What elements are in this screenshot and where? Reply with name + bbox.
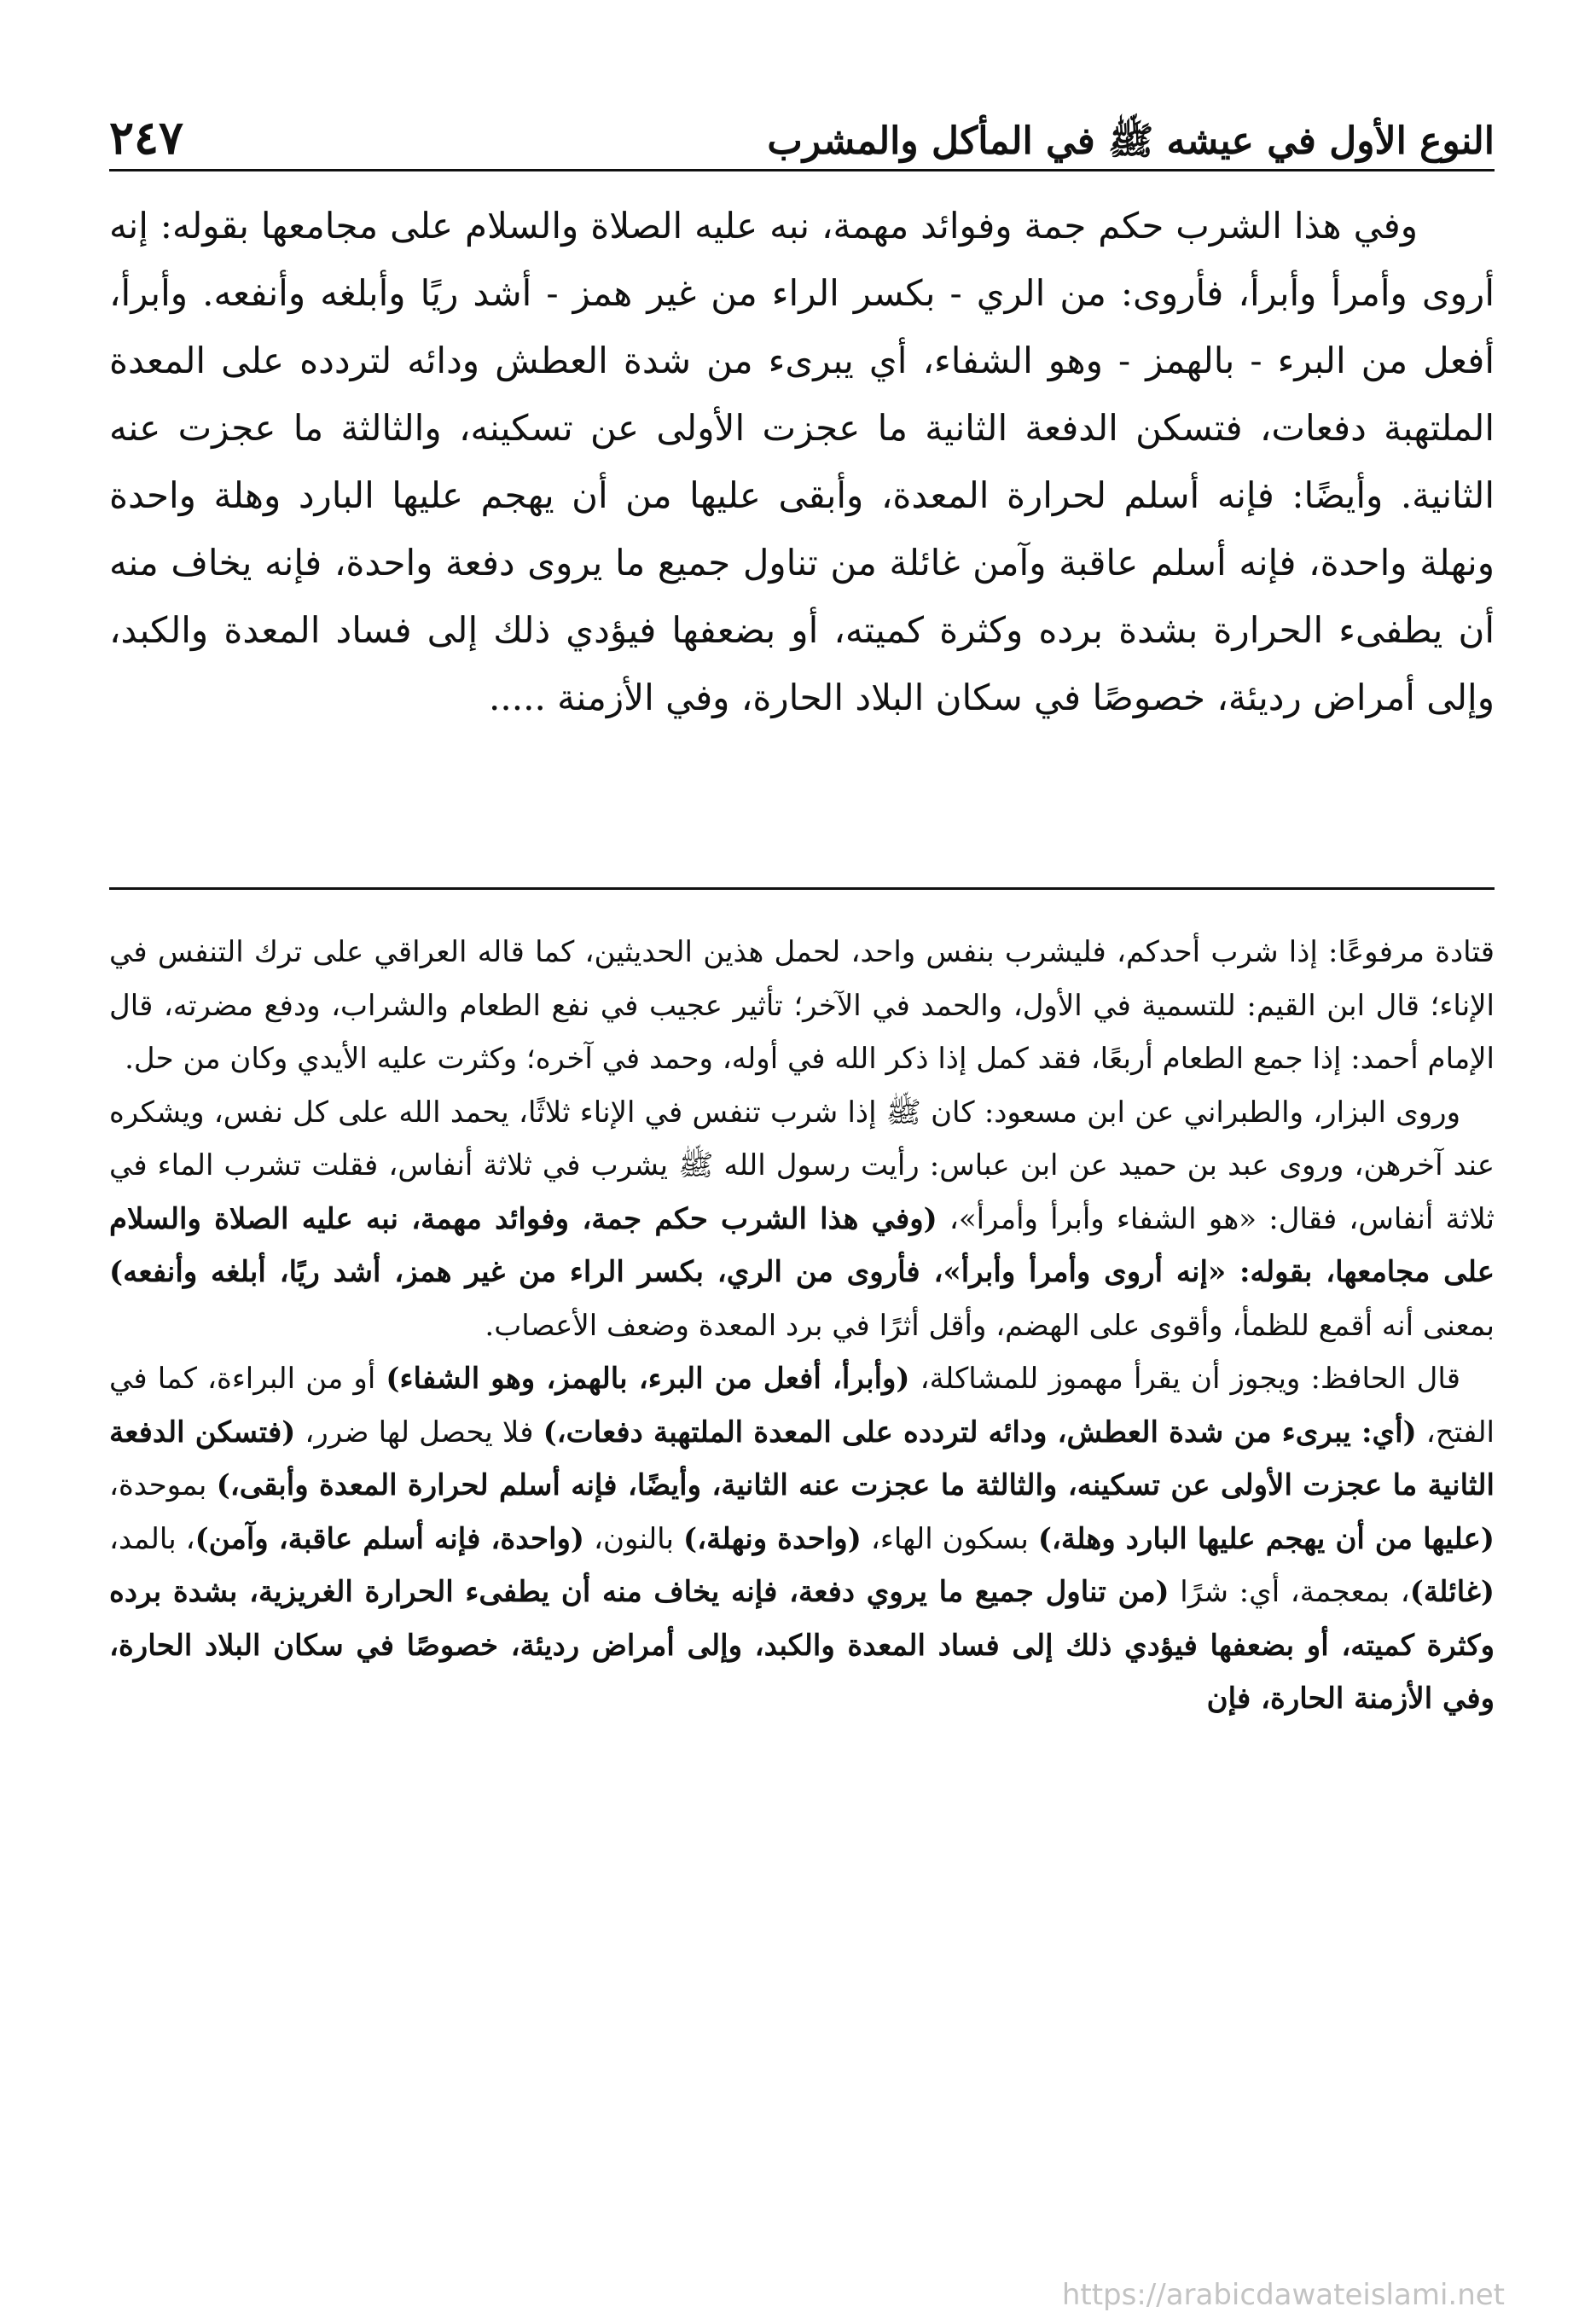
quoted-main-text: (غائلة) [1409,1575,1495,1609]
commentary-text: ، بمعجمة، أي: شرًا [1169,1575,1410,1609]
commentary [109,926,1495,1726]
commentary-text: وروى البزار، والطبراني عن ابن مسعود: كان ﷺ إذا شرب تنفس في الإناء ثلاثًا، يحمد الله على كل نفس، ويشكره عند آخرهن، وروى عبد بن حميد عن ابن عباس: رأيت رسول الله ﷺ يشرب في ثلاثة أنفاس، فقلت تشرب الماء في ثلاثة أنفاس، فقال: «هو الشفاء وأبرأ وأمرأ»، [109,1095,1495,1236]
commentary-paragraph-2 [109,1086,1495,1353]
main-paragraph: وفي هذا الشرب حكم جمة وفوائد مهمة، نبه عليه الصلاة والسلام على مجامعها بقوله: إنه أروى وأمرأ وأبرأ، فأروى: من الري - بكسر الراء من غير همز - أشد ريًا وأبلغه وأنفعه. وأبرأ، أفعل من البرء - بالهمز - وهو الشفاء، أي يبرىء من شدة العطش ودائه لتردده على المعدة الملتهبة دفعات، فتسكن الدفعة الثانية ما عجزت الأولى عن تسكينه، والثالثة ما عجزت عنه الثانية. وأيضًا: فإنه أسلم لحرارة المعدة، وأبقى عليها من أن يهجم عليها البارد وهلة واحدة ونهلة واحدة، فإنه أسلم عاقبة وآمن غائلة من تناول جميع ما يروى دفعة واحدة، فإنه يخاف منه أن يطفىء الحرارة بشدة برده وكثرة كميته، أو بضعفها فيؤدي ذلك إلى فساد المعدة والكبد، وإلى أمراض رديئة، خصوصًا في سكان البلاد الحارة، وفي الأزمنة ..... [109,205,1495,718]
commentary-text: بسكون الهاء، [861,1521,1038,1556]
quoted-main-text: (واحدة ونهلة،) [683,1521,862,1556]
text-separator [109,887,1495,890]
commentary-text: أو من البراءة، كما في الفتح، [109,1362,1495,1450]
page-header [109,78,1495,165]
commentary-text: فلا يحصل لها ضرر، [295,1415,543,1450]
commentary-text: قال الحافظ: ويجوز أن يقرأ مهموز للمشاكلة، [909,1362,1460,1396]
quoted-main-text: (أي: يبرىء من شدة العطش، ودائه لتردده على المعدة الملتهبة دفعات،) [543,1415,1417,1450]
quoted-main-text: (واحدة، فإنه أسلم عاقبة، وآمن) [194,1521,585,1556]
quoted-main-text: (وفي هذا الشرب حكم جمة، وفوائد مهمة، نبه عليه الصلاة والسلام على مجامعها، بقوله: «إنه أروى وأمرأ وأبرأ»، فأروى من الري، بكسر الراء من غير همز، أشد ريًا، أبلغه وأنفعه) [109,1201,1495,1289]
commentary-text: بمعنى أنه أقمع للظمأ، وأقوى على الهضم، وأقل أثرًا في برد المعدة وضعف الأعصاب. [485,1308,1495,1343]
commentary-paragraph-3 [109,1352,1495,1726]
site-watermark: https://arabicdawateislami.net [1061,2278,1505,2312]
main-text [109,192,1495,731]
commentary-text: ، بالمد، [109,1521,195,1556]
commentary-text: بالنون، [584,1521,684,1556]
header-rule [109,169,1495,171]
commentary-paragraph-1: قتادة مرفوعًا: إذا شرب أحدكم، فليشرب بنفس واحد، لحمل هذين الحديثين، كما قاله العراقي على ترك التنفس في الإناء؛ قال ابن القيم: للتسمية في الأول، والحمد في الآخر؛ تأثير عجيب في نفع الطعام والشراب، ودفع مضرته، قال الإمام أحمد: إذا جمع الطعام أربعًا، فقد كمل إذا ذكر الله في أوله، وحمد في آخره؛ وكثرت عليه الأيدي وكان من حل. [109,935,1495,1076]
running-title: النوع الأول في عيشه ﷺ في المأكل والمشرب [767,119,1495,163]
quoted-main-text: (عليها من أن يهجم عليها البارد وهلة،) [1037,1521,1495,1556]
quoted-main-text: (وأبرأ، أفعل من البرء، بالهمز، وهو الشفاء) [386,1362,910,1396]
commentary-text: بموحدة، [109,1468,217,1502]
page-number: ٢٤٧ [109,110,184,165]
quoted-main-text: (فتسكن الدفعة الثانية ما عجزت الأولى عن تسكينه، والثالثة ما عجزت عنه الثانية، وأيضًا، فإنه أسلم لحرارة المعدة وأبقى،) [109,1415,1495,1502]
quoted-main-text: (من تناول جميع ما يروي دفعة، فإنه يخاف منه أن يطفىء الحرارة الغريزية، بشدة برده وكثرة كميته، أو بضعفها فيؤدي ذلك إلى فساد المعدة والكبد، وإلى أمراض رديئة، خصوصًا في سكان البلاد الحارة، وفي الأزمنة الحارة، فإن [109,1575,1495,1716]
